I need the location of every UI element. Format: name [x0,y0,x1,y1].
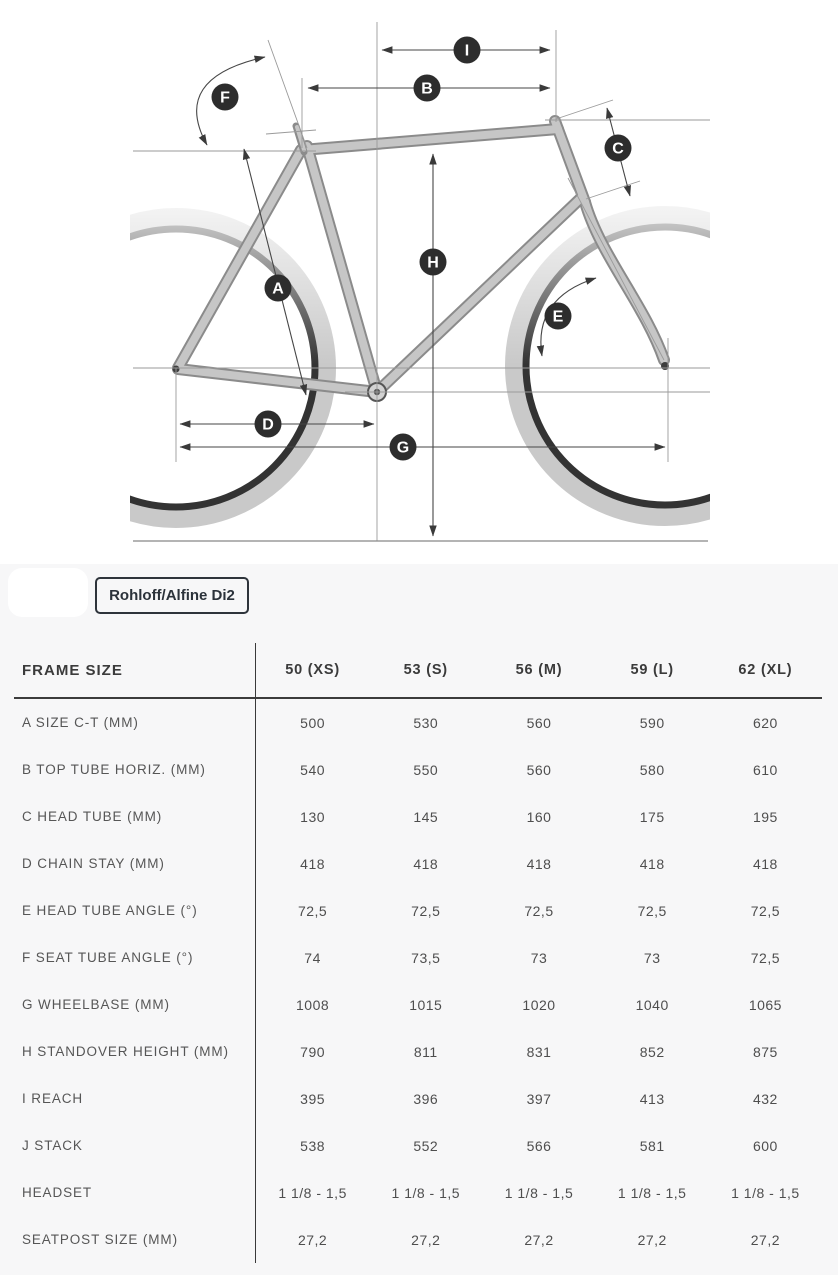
cell-value: 1 1/8 - 1,5 [504,1184,574,1201]
cell-value: 538 [300,1137,326,1154]
row-label: SEATPOST SIZE (MM) [14,1216,256,1263]
cell-value: 397 [526,1090,552,1107]
cell-value: 432 [752,1090,778,1107]
cell-value: 500 [300,714,326,731]
table-row [14,1169,822,1216]
cell-value: 413 [639,1090,665,1107]
row-label: H STANDOVER HEIGHT (MM) [14,1028,256,1075]
cell-value: 1015 [409,996,443,1013]
cell-value: 580 [639,761,665,778]
table-row [14,1122,822,1169]
row-label: D CHAIN STAY (MM) [14,840,256,887]
cell-value: 1040 [635,996,669,1013]
cell-value: 72,5 [750,949,781,966]
row-label: E HEAD TUBE ANGLE (°) [14,887,256,934]
row-label: I REACH [14,1075,256,1122]
cell-value: 418 [526,855,552,872]
cell-value: 790 [300,1043,326,1060]
cell-value: 27,2 [524,1231,554,1248]
cell-value: 1 1/8 - 1,5 [617,1184,687,1201]
badge-letter: D [262,416,274,434]
table-header-size-column: 50 (XS) [285,662,340,678]
badge-letter: G [396,439,410,457]
table-row [14,840,822,887]
cell-value: 74 [304,949,321,966]
cell-value: 160 [526,808,552,825]
cell-value: 1 1/8 - 1,5 [391,1184,461,1201]
cell-value: 72,5 [297,902,328,919]
cell-value: 27,2 [637,1231,667,1248]
cell-value: 418 [300,855,326,872]
badge-letter: A [272,280,284,298]
cell-value: 27,2 [297,1231,328,1248]
cell-value: 27,2 [750,1231,781,1248]
cell-value: 811 [413,1043,438,1060]
row-label: F SEAT TUBE ANGLE (°) [14,934,256,981]
table-row [14,746,822,793]
table-header-size-column: 53 (S) [403,662,448,678]
cell-value: 852 [639,1043,665,1060]
table-header-size-column: 56 (M) [515,662,563,678]
table-row [14,887,822,934]
table-row [14,1028,822,1075]
table-header-label: FRAME SIZE [14,643,256,697]
table-row [14,1075,822,1122]
variant-button[interactable]: Rohloff/Alfine Di2 [95,577,249,614]
cell-value: 831 [526,1043,552,1060]
cell-value: 396 [413,1090,439,1107]
cell-value: 1008 [296,996,330,1013]
cell-value: 1 1/8 - 1,5 [278,1184,347,1201]
table-row [14,981,822,1028]
cell-value: 530 [413,714,439,731]
cell-value: 395 [300,1090,326,1107]
cell-value: 145 [413,808,439,825]
table-row [14,699,822,746]
row-label: J STACK [14,1122,256,1169]
row-label: A SIZE C-T (MM) [14,699,256,746]
frame-geometry-diagram [0,0,838,564]
table-header-size-column: 62 (XL) [738,662,793,678]
badge-letter: C [612,140,624,158]
cell-value: 560 [526,761,552,778]
cell-value: 540 [300,761,326,778]
badge-letter: F [220,89,230,107]
cell-value: 73 [530,949,548,966]
table-row [14,934,822,981]
cell-value: 72,5 [411,902,441,919]
cell-value: 418 [752,855,778,872]
blank-tab[interactable] [8,568,88,617]
cell-value: 550 [413,761,439,778]
cell-value: 552 [413,1137,439,1154]
table-body [14,699,822,1263]
cell-value: 130 [300,808,326,825]
cell-value: 418 [639,855,665,872]
row-label: G WHEELBASE (MM) [14,981,256,1028]
cell-value: 600 [752,1137,778,1154]
cell-value: 566 [526,1137,552,1154]
cell-value: 610 [752,761,778,778]
table-header-row [14,643,822,699]
badge-letter: E [552,308,564,326]
badge-letter: B [421,80,433,98]
cell-value: 418 [413,855,439,872]
table-header-size-column: 59 (L) [630,662,674,678]
cell-value: 72,5 [750,902,781,919]
badge-letter: H [427,254,439,272]
row-label: C HEAD TUBE (MM) [14,793,256,840]
geometry-section [0,564,838,1275]
geometry-table [14,643,822,1263]
cell-value: 72,5 [524,902,554,919]
row-label: B TOP TUBE HORIZ. (MM) [14,746,256,793]
cell-value: 560 [526,714,552,731]
cell-value: 27,2 [411,1231,441,1248]
cell-value: 581 [639,1137,665,1154]
cell-value: 73,5 [411,949,441,966]
row-label: HEADSET [14,1169,256,1216]
table-row [14,793,822,840]
cell-value: 1 1/8 - 1,5 [731,1184,800,1201]
cell-value: 175 [639,808,665,825]
badge-letter: I [464,42,470,60]
cell-value: 73 [643,949,661,966]
cell-value: 1020 [522,996,556,1013]
cell-value: 195 [752,808,778,825]
cell-value: 590 [639,714,665,731]
bike-frame-sketch [130,8,710,553]
cell-value: 875 [752,1043,778,1060]
table-row [14,1216,822,1263]
cell-value: 72,5 [637,902,667,919]
cell-value: 620 [752,714,778,731]
cell-value: 1065 [748,996,782,1013]
